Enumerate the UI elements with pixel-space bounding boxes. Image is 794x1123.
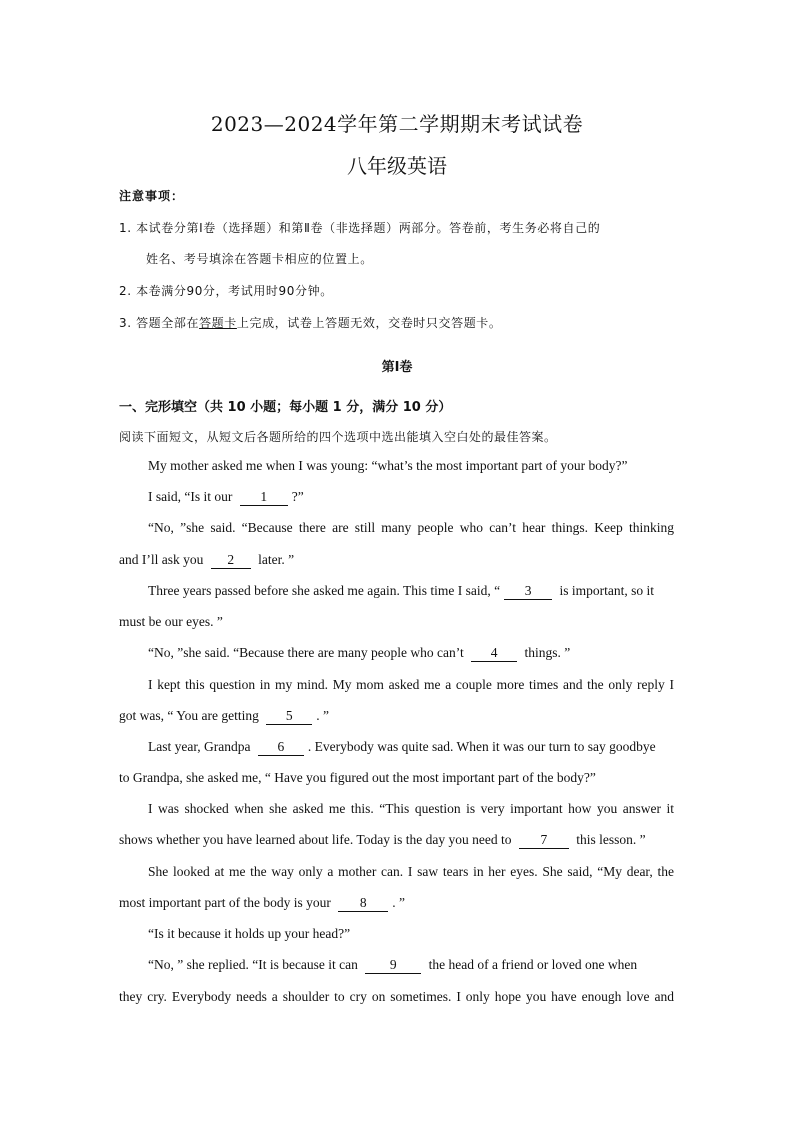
passage-line: She looked at me the way only a mother can. I saw tears in her eyes. She said, “My dear, the bbox=[148, 864, 674, 879]
passage-text: shows whether you have learned about life. Today is the day you need to bbox=[119, 832, 515, 847]
volume-label: 第Ⅰ卷 bbox=[381, 360, 413, 375]
passage-line: they cry. Everybody needs a shoulder to cry on sometimes. I only hope you have enough love and bbox=[119, 989, 674, 1004]
passage-line: My mother asked me when I was young: “what’s the most important part of your body?” bbox=[148, 458, 628, 473]
passage-text: . Everybody was quite sad. When it was our turn to say goodbye bbox=[307, 739, 656, 754]
passage-text: most important part of the body is your bbox=[119, 895, 335, 910]
passage-text: the head of a friend or loved one when bbox=[425, 957, 638, 972]
notice-heading: 注意事项： bbox=[119, 189, 185, 203]
blank-6[interactable]: 6 bbox=[258, 739, 304, 756]
passage-line: I kept this question in my mind. My mom asked me a couple more times and the only reply I bbox=[148, 677, 674, 692]
passage-text: got was, “ You are getting bbox=[119, 708, 263, 723]
passage-text: and I’ll ask you bbox=[119, 552, 207, 567]
passage-line bbox=[119, 706, 674, 726]
blank-5[interactable]: 5 bbox=[266, 708, 312, 725]
blank-1[interactable]: 1 bbox=[240, 489, 288, 506]
passage-text: is important, so it bbox=[556, 583, 654, 598]
section-heading: 一、完形填空（共 10 小题；每小题 1 分，满分 10 分） bbox=[119, 400, 452, 415]
blank-2[interactable]: 2 bbox=[211, 552, 251, 569]
passage-line bbox=[148, 581, 674, 601]
passage-line: to Grandpa, she asked me, “ Have you figured out the most important part of the body?” bbox=[119, 770, 596, 785]
passage-text: Three years passed before she asked me again. This time I said, “ bbox=[148, 583, 501, 598]
blank-9[interactable]: 9 bbox=[365, 957, 421, 974]
blank-4[interactable]: 4 bbox=[471, 645, 517, 662]
blank-7[interactable]: 7 bbox=[519, 832, 569, 849]
passage-text: Last year, Grandpa bbox=[148, 739, 254, 754]
passage-line bbox=[119, 550, 674, 570]
notice-item-1: 1. 本试卷分第Ⅰ卷（选择题）和第Ⅱ卷（非选择题）两部分。答卷前，考生务必将自己的 bbox=[119, 221, 601, 235]
exam-title: 2023—2024学年第二学期期末考试试卷 bbox=[210, 112, 584, 136]
passage-text: “No, ”she said. “Because there are many people who can’t bbox=[148, 645, 468, 660]
notice-item-3-text: 3. 答题全部在 bbox=[119, 316, 200, 330]
section-instruction: 阅读下面短文，从短文后各题所给的四个选项中选出能填入空白处的最佳答案。 bbox=[119, 430, 557, 444]
passage-text: “No, ” she replied. “It is because it can bbox=[148, 957, 362, 972]
notice-item-3 bbox=[119, 314, 502, 331]
passage-line: I was shocked when she asked me this. “This question is very important how you answer it bbox=[148, 801, 674, 816]
exam-subtitle: 八年级英语 bbox=[347, 154, 447, 178]
blank-3[interactable]: 3 bbox=[504, 583, 552, 600]
passage-text: later. ” bbox=[254, 552, 295, 567]
passage-line: must be our eyes. ” bbox=[119, 614, 223, 629]
passage-line bbox=[148, 737, 674, 757]
passage-line bbox=[119, 830, 674, 850]
passage-line bbox=[148, 487, 674, 507]
passage-line bbox=[148, 955, 674, 975]
blank-8[interactable]: 8 bbox=[338, 895, 388, 912]
notice-item-2: 2. 本卷满分90分，考试用时90分钟。 bbox=[119, 284, 333, 298]
passage-text: . ” bbox=[316, 708, 329, 723]
answer-card-underlined: 答题卡 bbox=[199, 316, 237, 330]
passage-line: “Is it because it holds up your head?” bbox=[148, 926, 351, 941]
notice-item-3-text-end: 上完成，试卷上答题无效，交卷时只交答题卡。 bbox=[236, 316, 502, 330]
passage-text: . ” bbox=[392, 895, 405, 910]
passage-line bbox=[119, 893, 674, 913]
passage-text: things. ” bbox=[521, 645, 571, 660]
notice-item-1-cont: 姓名、考号填涂在答题卡相应的位置上。 bbox=[146, 252, 373, 266]
passage-text: this lesson. ” bbox=[572, 832, 646, 847]
passage-line bbox=[148, 643, 674, 663]
passage-text: I said, “Is it our bbox=[148, 489, 236, 504]
passage-line: “No, ”she said. “Because there are still many people who can’t hear things. Keep thinking bbox=[148, 520, 674, 535]
passage-text: ?” bbox=[291, 489, 304, 504]
